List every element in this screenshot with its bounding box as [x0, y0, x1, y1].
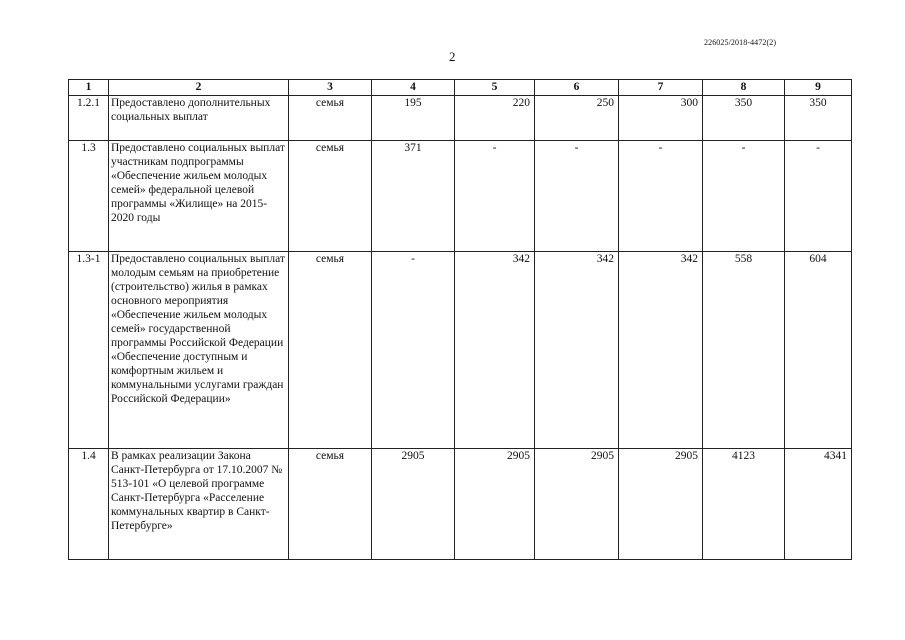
value-cell: 342 — [619, 252, 703, 449]
value-cell: - — [703, 141, 785, 252]
value-cell: 4123 — [703, 449, 785, 560]
unit-of-measure: семья — [289, 141, 372, 252]
value-cell: 350 — [785, 96, 852, 141]
value-cell: 4341 — [785, 449, 852, 560]
value-cell: 604 — [785, 252, 852, 449]
value-cell: 250 — [535, 96, 619, 141]
table-row — [69, 96, 852, 141]
value-cell: - — [372, 252, 455, 449]
document-registration-number: 226025/2018-4472(2) — [704, 38, 777, 47]
indicator-description: Предоставлено социальных выплат молодым семьям на приобретение (строительство) жилья в рамках основного мероприятия «Обеспечение жильем молодых семей» государственной программы Российской Федерации «Обеспечение доступным и комфортным жильем и коммунальными услугами граждан Российской Федерации» — [109, 252, 289, 449]
unit-of-measure: семья — [289, 252, 372, 449]
table-header-row — [69, 80, 852, 96]
table-row — [69, 141, 852, 252]
value-cell: 195 — [372, 96, 455, 141]
row-number: 1.3-1 — [69, 252, 109, 449]
column-header: 3 — [289, 80, 372, 96]
column-header: 6 — [535, 80, 619, 96]
column-header: 7 — [619, 80, 703, 96]
value-cell: - — [455, 141, 535, 252]
column-header: 4 — [372, 80, 455, 96]
value-cell: 300 — [619, 96, 703, 141]
value-cell: 220 — [455, 96, 535, 141]
table-row — [69, 252, 852, 449]
column-header: 2 — [109, 80, 289, 96]
value-cell: - — [619, 141, 703, 252]
table-row — [69, 449, 852, 560]
value-cell: 371 — [372, 141, 455, 252]
value-cell: 342 — [455, 252, 535, 449]
column-header: 5 — [455, 80, 535, 96]
indicators-table — [68, 79, 852, 560]
value-cell: 342 — [535, 252, 619, 449]
value-cell: 2905 — [535, 449, 619, 560]
row-number: 1.3 — [69, 141, 109, 252]
column-header: 9 — [785, 80, 852, 96]
indicator-description: В рамках реализации Закона Санкт-Петербурга от 17.10.2007 № 513-101 «О целевой программе Санкт-Петербурга «Расселение коммунальных квартир в Санкт-Петербурге» — [109, 449, 289, 560]
indicator-description: Предоставлено дополнительных социальных выплат — [109, 96, 289, 141]
row-number: 1.4 — [69, 449, 109, 560]
column-header: 1 — [69, 80, 109, 96]
value-cell: 350 — [703, 96, 785, 141]
indicator-description: Предоставлено социальных выплат участникам подпрограммы «Обеспечение жильем молодых семей» федеральной целевой программы «Жилище» на 2015-2020 годы — [109, 141, 289, 252]
value-cell: - — [785, 141, 852, 252]
value-cell: 2905 — [455, 449, 535, 560]
value-cell: 2905 — [372, 449, 455, 560]
value-cell: 2905 — [619, 449, 703, 560]
page-number: 2 — [449, 49, 456, 64]
unit-of-measure: семья — [289, 96, 372, 141]
value-cell: 558 — [703, 252, 785, 449]
unit-of-measure: семья — [289, 449, 372, 560]
column-header: 8 — [703, 80, 785, 96]
value-cell: - — [535, 141, 619, 252]
row-number: 1.2.1 — [69, 96, 109, 141]
